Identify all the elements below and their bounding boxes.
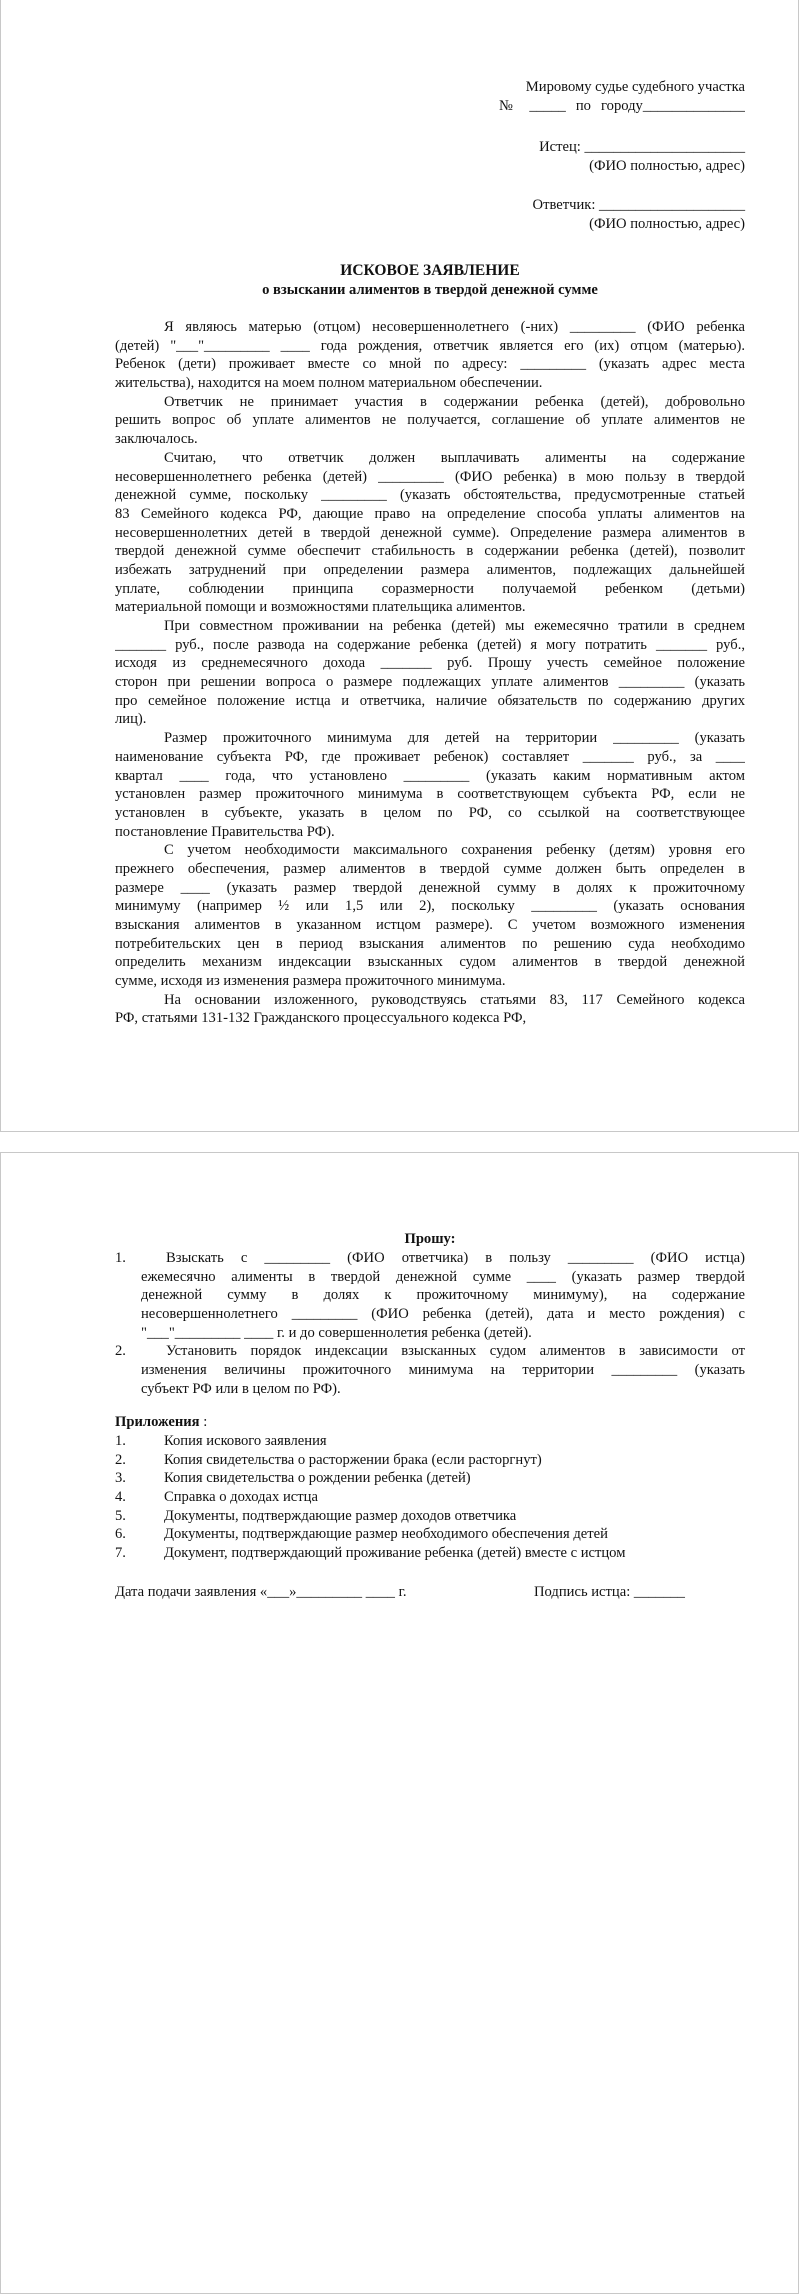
paragraph-line: прежнего обеспечения, размер алиментов в твердой сумме должен быть определен в bbox=[115, 860, 745, 877]
signature: Подпись истца: _______ bbox=[534, 1584, 685, 1600]
request-item-line: "___"_________ ____ г. и до совершеннолетия ребенка (детей). bbox=[141, 1324, 532, 1341]
request-item-number: 1. bbox=[115, 1250, 126, 1266]
attachment-number: 3. bbox=[115, 1470, 126, 1487]
paragraph-line: минимуму (например ½ или 1,5 или 2), поскольку _________ (указать основания bbox=[115, 898, 745, 915]
plaintiff-block bbox=[499, 138, 745, 175]
paragraph-line: несовершеннолетних детей в твердой денежной сумме). Определение размера алиментов в bbox=[115, 524, 745, 541]
request-item bbox=[115, 1249, 745, 1342]
attachments-list bbox=[115, 1432, 745, 1563]
document-title: ИСКОВОЕ ЗАЯВЛЕНИЕ bbox=[340, 262, 520, 279]
paragraph-line: материальной помощи и возможностями плательщика алиментов. bbox=[115, 599, 526, 616]
paragraph bbox=[115, 841, 745, 991]
defendant-line: Ответчик: ____________________ bbox=[532, 197, 745, 213]
request-item-number: 2. bbox=[115, 1343, 126, 1360]
attachment-text: Копия свидетельства о рождении ребенка (детей) bbox=[164, 1470, 471, 1487]
request-item-line: субъект РФ или в целом по РФ). bbox=[141, 1380, 341, 1397]
attachment-number: 5. bbox=[115, 1507, 126, 1524]
paragraph-line: сумме, исходя из изменения размера прожиточного минимума. bbox=[115, 973, 506, 990]
attachments-title: Приложения bbox=[115, 1414, 200, 1430]
paragraph-line: квартал ____ года, что установлено _________ (указать каким нормативным актом bbox=[115, 767, 745, 784]
paragraph-line: РФ, статьями 131-132 Гражданского процессуального кодекса РФ, bbox=[115, 1010, 527, 1027]
request-item bbox=[115, 1342, 745, 1398]
defendant-block bbox=[499, 196, 745, 233]
paragraph-line: На основании изложенного, руководствуясь статьями 83, 117 Семейного кодекса bbox=[164, 991, 745, 1008]
attachment-text: Документы, подтверждающие размер необходимого обеспечения детей bbox=[164, 1526, 608, 1543]
paragraph-line: взыскания алиментов в указанном истцом размере). С учетом возможного изменения bbox=[115, 917, 745, 933]
attachment-item bbox=[115, 1525, 745, 1544]
paragraph bbox=[115, 617, 745, 729]
attachment-number: 6. bbox=[115, 1526, 126, 1543]
attachment-number: 2. bbox=[115, 1451, 126, 1468]
attachment-item bbox=[115, 1432, 745, 1451]
request-title: Прошу: bbox=[404, 1231, 456, 1247]
paragraph-line: наименование субъекта РФ, где проживает ребенок) составляет _______ руб., за ____ bbox=[115, 748, 745, 765]
attachment-item bbox=[115, 1544, 745, 1563]
paragraph-line: твердой денежной сумме обеспечит стабильность в содержании ребенка (детей), позволит bbox=[115, 543, 745, 560]
paragraph-line: постановление Правительства РФ). bbox=[115, 823, 335, 840]
paragraph-line: заключалось. bbox=[115, 431, 198, 448]
paragraph-line: про семейное положение истца и ответчика, наличие обязательств по содержанию других bbox=[115, 692, 745, 709]
addressee-block bbox=[499, 78, 745, 115]
paragraph-line: Размер прожиточного минимума для детей на территории _________ (указать bbox=[164, 730, 745, 747]
attachment-number: 1. bbox=[115, 1433, 126, 1449]
plaintiff-line: Истец: ______________________ bbox=[539, 139, 745, 155]
attachment-item bbox=[115, 1469, 745, 1488]
paragraph bbox=[115, 318, 745, 393]
paragraph-line: уплате, соблюдении принципа соразмерности получаемой ребенком (детьми) bbox=[115, 580, 745, 597]
paragraph-line: Считаю, что ответчик должен выплачивать алименты на содержание bbox=[164, 449, 745, 466]
request-item-line: Установить порядок индексации взысканных судом алиментов в зависимости от bbox=[166, 1343, 745, 1360]
document-page-1 bbox=[0, 0, 799, 1132]
paragraph bbox=[115, 729, 745, 841]
attachment-text: Копия искового заявления bbox=[164, 1433, 327, 1449]
request-list bbox=[115, 1249, 745, 1399]
paragraph-line: Я являюсь матерью (отцом) несовершеннолетнего (-них) _________ (ФИО ребенка bbox=[164, 319, 745, 335]
paragraph-line: _______ руб., после развода на содержание ребенка (детей) я могу потратить _______ руб., bbox=[115, 636, 745, 653]
attachment-item bbox=[115, 1488, 745, 1507]
attachment-item bbox=[115, 1507, 745, 1526]
paragraph-line: жительства), находится на моем полном материальном обеспечении. bbox=[115, 375, 543, 392]
paragraph-line: определить механизм индексации взысканных судом алиментов в твердой денежной bbox=[115, 954, 745, 971]
request-item-line: ежемесячно алименты в твердой денежной сумме ____ (указать размер твердой bbox=[141, 1268, 745, 1285]
paragraph-line: При совместном проживании на ребенка (детей) мы ежемесячно тратили в среднем bbox=[164, 618, 745, 634]
paragraph-line: исходя из среднемесячного дохода _______ руб. Прошу учесть семейное положение bbox=[115, 655, 745, 672]
attachment-item bbox=[115, 1451, 745, 1470]
paragraph bbox=[115, 449, 745, 617]
paragraph-line: (детей) "___"_________ ____ года рождения, ответчик является его (их) отцом (матерью). bbox=[115, 337, 745, 354]
request-item-line: несовершеннолетнего _________ (ФИО ребенка (детей), дата и место рождения) с bbox=[141, 1306, 745, 1323]
paragraph-line: Ответчик не принимает участия в содержании ребенка (детей), добровольно bbox=[164, 393, 745, 410]
attachment-text: Копия свидетельства о расторжении брака (если расторгнут) bbox=[164, 1451, 542, 1468]
plaintiff-hint: (ФИО полностью, адрес) bbox=[589, 157, 745, 174]
paragraph-line: 83 Семейного кодекса РФ, дающие право на определение способа уплаты алиментов на bbox=[115, 505, 745, 522]
paragraph-line: размере ____ (указать размер твердой денежной сумму в долях к прожиточному bbox=[115, 879, 745, 896]
attachment-number: 4. bbox=[115, 1489, 126, 1506]
attachment-text: Документы, подтверждающие размер доходов ответчика bbox=[164, 1507, 517, 1524]
paragraph-line: установлен размер прожиточного минимума в соответствующем субъекта РФ, если не bbox=[115, 786, 745, 803]
paragraph-line: С учетом необходимости максимального сохранения ребенку (детям) уровня его bbox=[164, 842, 745, 859]
paragraph-line: денежной сумме, поскольку _________ (указать обстоятельства, предусмотренные статьей bbox=[115, 487, 745, 504]
paragraph-line: лиц). bbox=[115, 711, 147, 728]
attachment-text: Документ, подтверждающий проживание ребенка (детей) вместе с истцом bbox=[164, 1545, 626, 1562]
paragraph-line: сторон при решении вопроса о размере подлежащих уплате алиментов _________ (указать bbox=[115, 674, 745, 691]
paragraph-line: избежать затруднений при определении размера алиментов, подлежащих дальнейшей bbox=[115, 561, 745, 578]
paragraph-line: установлен в субъекте, указать в целом по РФ, со ссылкой на соответствующее bbox=[115, 804, 745, 821]
paragraph-line: несовершеннолетнего ребенка (детей) _________ (ФИО ребенка) в мою пользу в твердой bbox=[115, 468, 745, 485]
paragraph bbox=[115, 393, 745, 449]
request-item-line: Взыскать с _________ (ФИО ответчика) в пользу _________ (ФИО истца) bbox=[166, 1250, 745, 1266]
claim-body bbox=[115, 318, 745, 1028]
defendant-hint: (ФИО полностью, адрес) bbox=[589, 215, 745, 232]
court-number-line: № _____ по городу______________ bbox=[499, 97, 745, 114]
attachments-colon: : bbox=[199, 1414, 208, 1430]
paragraph-line: Ребенок (дети) проживает вместе со мной по адресу: _________ (указать адрес места bbox=[115, 356, 745, 373]
filing-date: Дата подачи заявления «___»_________ ____ г. bbox=[115, 1584, 407, 1600]
document-page-2 bbox=[0, 1152, 799, 2294]
paragraph-line: потребительских цен в период взыскания алиментов по решению суда необходимо bbox=[115, 935, 745, 952]
attachment-number: 7. bbox=[115, 1545, 126, 1562]
court-line: Мировому судье судебного участка bbox=[525, 79, 745, 95]
request-item-line: денежной сумму в долях к прожиточному минимуму), на содержание bbox=[141, 1287, 745, 1304]
paragraph-line: решить вопрос об уплате алиментов не получается, соглашение об уплате алиментов не bbox=[115, 412, 745, 429]
document-subtitle: о взыскании алиментов в твердой денежной сумме bbox=[262, 282, 598, 298]
attachments-heading bbox=[115, 1413, 745, 1432]
request-item-line: изменения величины прожиточного минимума на территории _________ (указать bbox=[141, 1362, 745, 1379]
paragraph bbox=[115, 991, 745, 1028]
attachment-text: Справка о доходах истца bbox=[164, 1489, 318, 1506]
